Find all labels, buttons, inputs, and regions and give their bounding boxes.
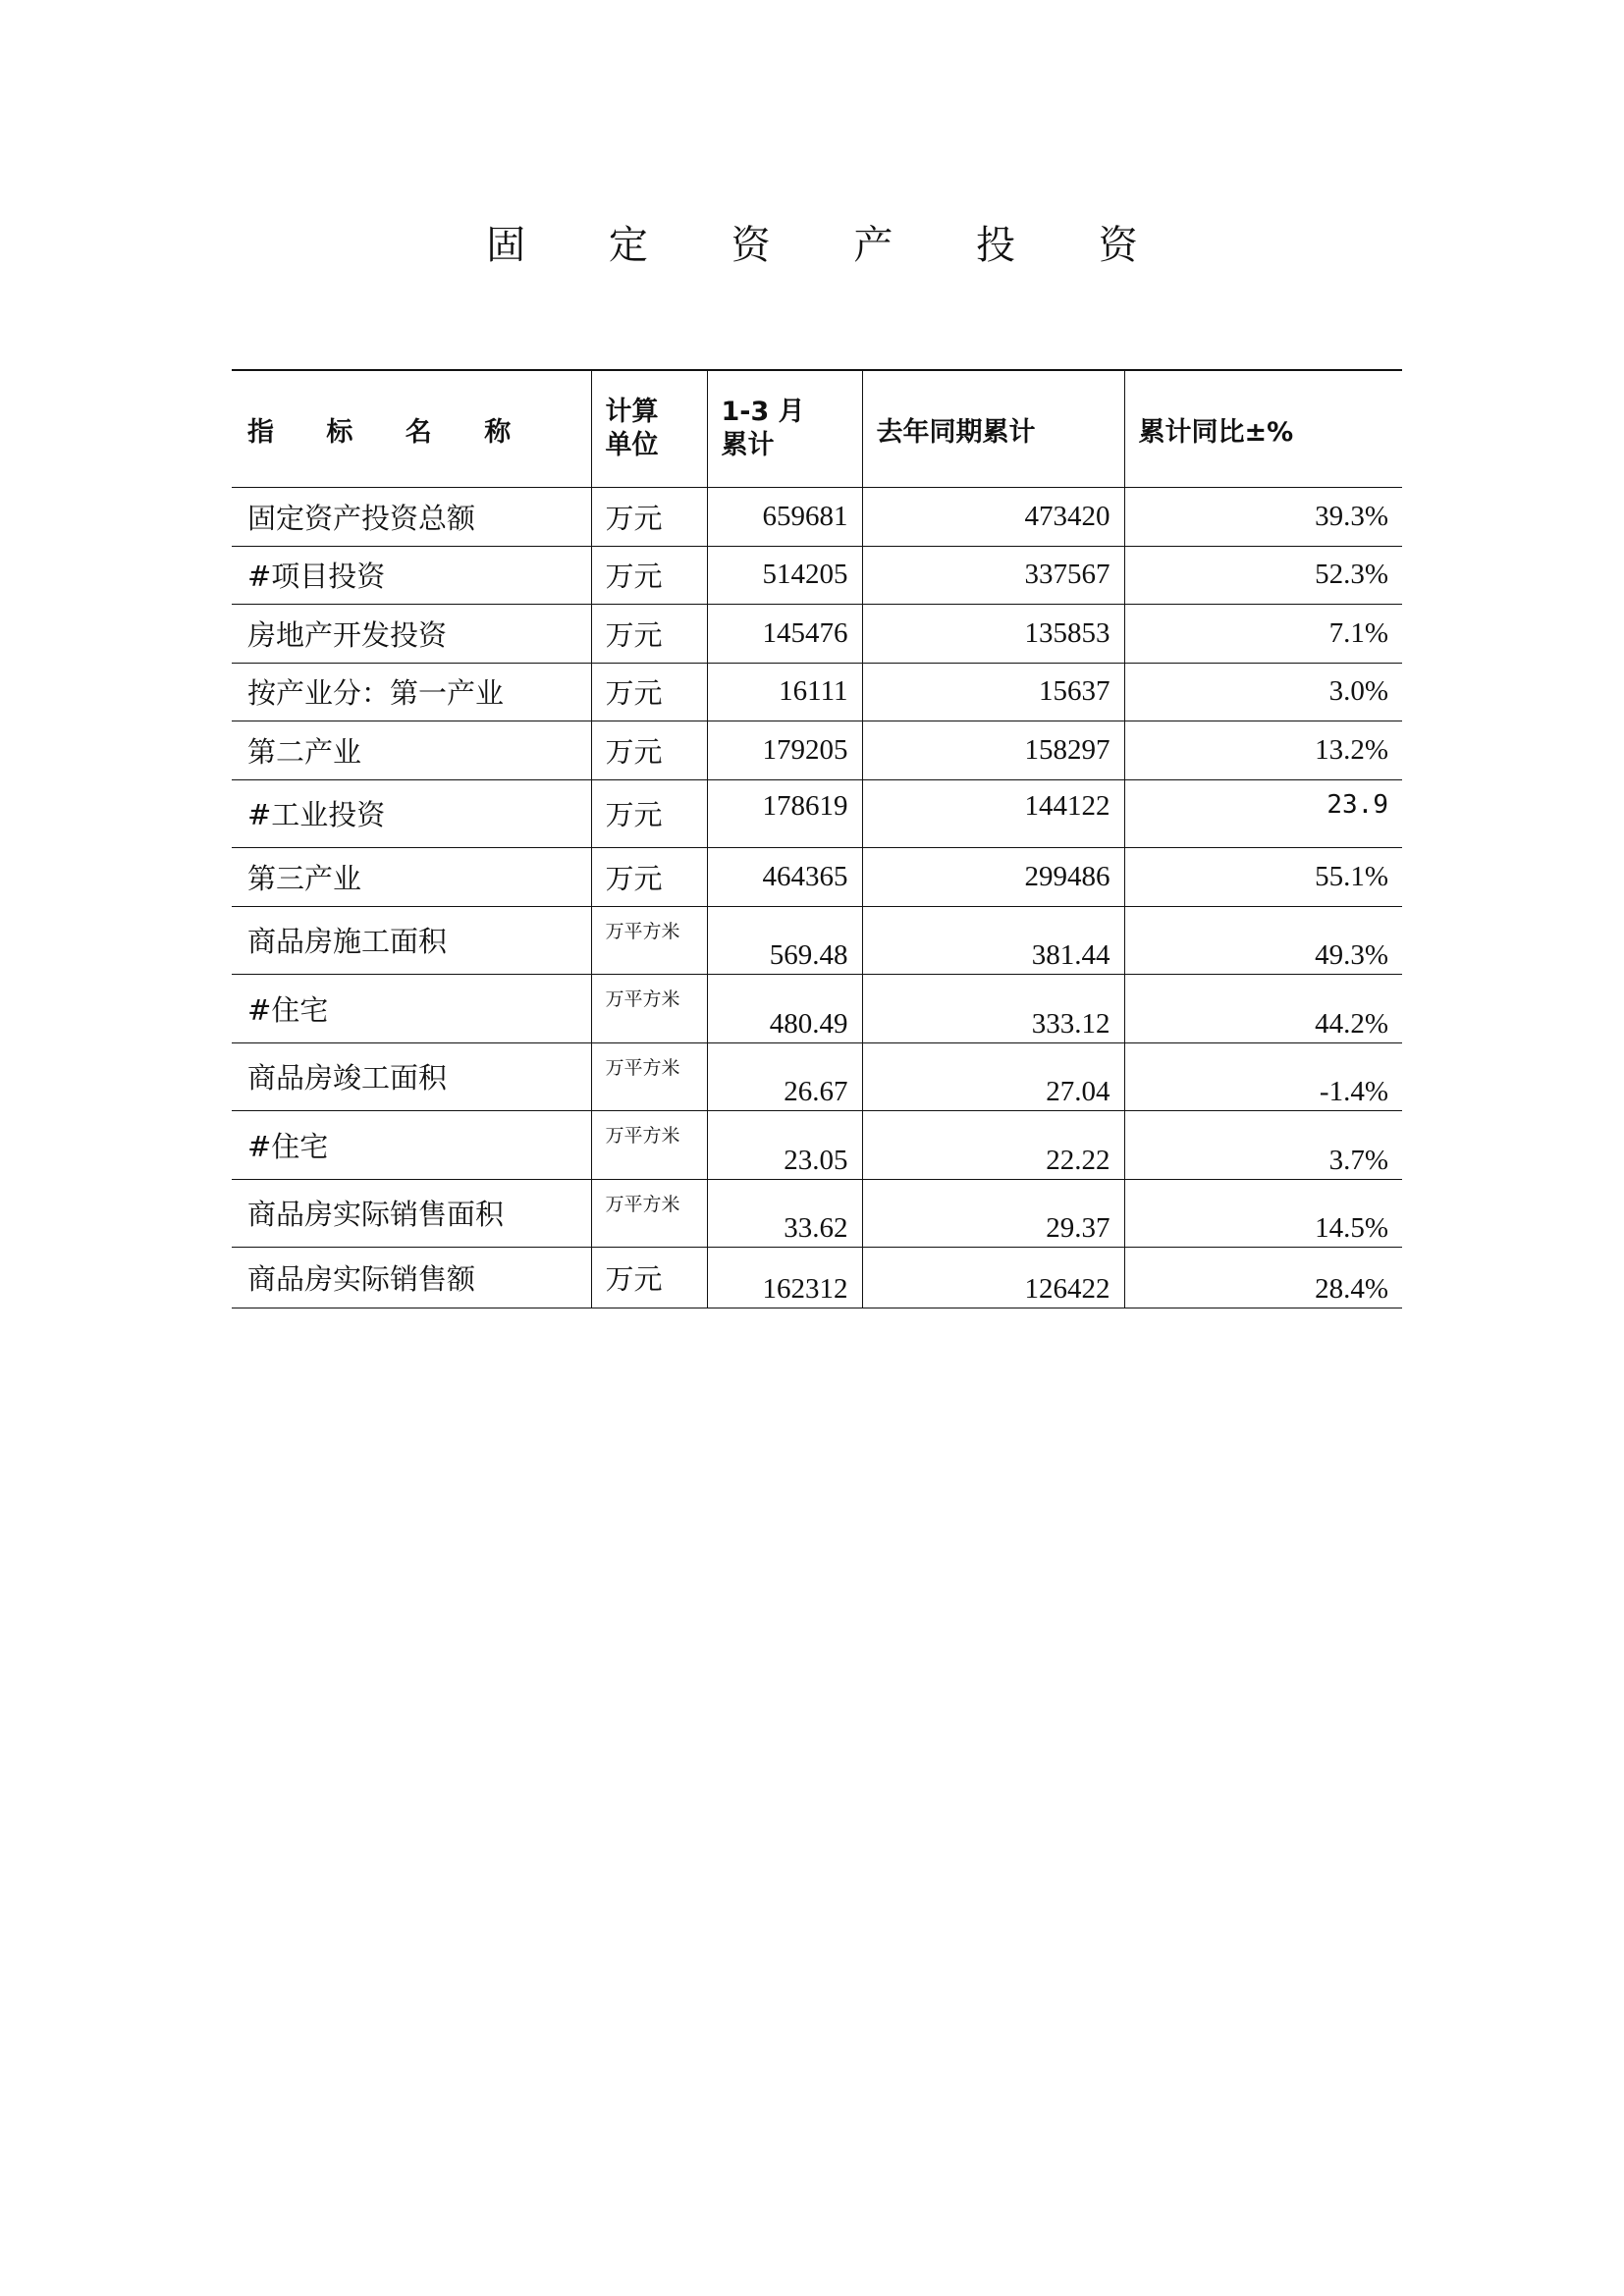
row-name: 商品房施工面积 xyxy=(247,925,448,959)
row-unit: 万元 xyxy=(591,848,707,907)
header-last-year: 去年同期累计 xyxy=(862,370,1124,488)
row-last-year: 337567 xyxy=(862,546,1124,605)
row-yoy: 55.1% xyxy=(1124,848,1402,907)
row-current: 514205 xyxy=(707,546,862,605)
row-current: 464365 xyxy=(707,848,862,907)
row-last-year: 381.44 xyxy=(862,906,1124,975)
table-row xyxy=(232,1042,1402,1111)
row-unit: 万平方米 xyxy=(591,975,707,1043)
row-last-year: 22.22 xyxy=(862,1111,1124,1180)
row-unit: 万元 xyxy=(591,605,707,664)
row-last-year: 15637 xyxy=(862,663,1124,721)
row-last-year: 144122 xyxy=(862,779,1124,848)
row-unit: 万元 xyxy=(591,779,707,848)
header-unit-line1: 计算 xyxy=(605,397,659,427)
table-row xyxy=(232,848,1402,907)
row-unit: 万元 xyxy=(591,488,707,547)
table-row xyxy=(232,605,1402,664)
row-current: 569.48 xyxy=(707,906,862,975)
row-unit: 万元 xyxy=(591,546,707,605)
row-last-year: 299486 xyxy=(862,848,1124,907)
row-last-year: 158297 xyxy=(862,721,1124,780)
table-row xyxy=(232,1111,1402,1180)
row-last-year: 126422 xyxy=(862,1248,1124,1308)
row-last-year: 473420 xyxy=(862,488,1124,547)
row-yoy: 39.3% xyxy=(1124,488,1402,547)
row-name: #工业投资 xyxy=(247,798,386,832)
header-current-line2: 累计 xyxy=(721,430,775,460)
table-row xyxy=(232,975,1402,1043)
row-name: 房地产开发投资 xyxy=(247,617,448,652)
row-yoy: 7.1% xyxy=(1124,605,1402,664)
header-current-line1: 1-3 月 xyxy=(721,397,805,427)
row-current: 16111 xyxy=(707,663,862,721)
row-unit: 万元 xyxy=(591,663,707,721)
row-unit: 万平方米 xyxy=(591,906,707,975)
row-current: 179205 xyxy=(707,721,862,780)
row-current: 162312 xyxy=(707,1248,862,1308)
header-yoy-change: 累计同比±% xyxy=(1124,370,1402,488)
row-name: #项目投资 xyxy=(247,560,386,594)
row-current: 145476 xyxy=(707,605,862,664)
row-name: #住宅 xyxy=(247,1129,329,1163)
row-name: 按产业分：第一产业 xyxy=(247,676,505,711)
row-yoy: 3.0% xyxy=(1124,663,1402,721)
row-yoy: 49.3% xyxy=(1124,906,1402,975)
row-name: 商品房实际销售额 xyxy=(247,1261,476,1296)
row-current: 480.49 xyxy=(707,975,862,1043)
table-row xyxy=(232,1248,1402,1308)
row-current: 23.05 xyxy=(707,1111,862,1180)
page-title: 固 定 资 产 投 资 xyxy=(486,223,1173,268)
table-row xyxy=(232,488,1402,547)
row-name: 第三产业 xyxy=(247,861,362,895)
row-unit: 万元 xyxy=(591,1248,707,1308)
row-yoy: 52.3% xyxy=(1124,546,1402,605)
row-name: 商品房竣工面积 xyxy=(247,1061,448,1095)
table-row xyxy=(232,779,1402,848)
header-unit-line2: 单位 xyxy=(605,430,659,460)
table-header-row xyxy=(232,370,1402,488)
row-name: 固定资产投资总额 xyxy=(247,501,476,535)
row-unit: 万平方米 xyxy=(591,1042,707,1111)
row-last-year: 27.04 xyxy=(862,1042,1124,1111)
row-yoy: 23.9 xyxy=(1124,779,1402,848)
row-current: 178619 xyxy=(707,779,862,848)
row-yoy: 14.5% xyxy=(1124,1179,1402,1248)
row-yoy: 28.4% xyxy=(1124,1248,1402,1308)
header-indicator-name: 指 标 名 称 xyxy=(247,416,533,448)
row-yoy: -1.4% xyxy=(1124,1042,1402,1111)
row-name: #住宅 xyxy=(247,992,329,1027)
row-last-year: 333.12 xyxy=(862,975,1124,1043)
table-row xyxy=(232,546,1402,605)
investment-table xyxy=(232,369,1402,1308)
row-current: 26.67 xyxy=(707,1042,862,1111)
row-yoy: 3.7% xyxy=(1124,1111,1402,1180)
row-last-year: 29.37 xyxy=(862,1179,1124,1248)
row-yoy: 13.2% xyxy=(1124,721,1402,780)
row-last-year: 135853 xyxy=(862,605,1124,664)
row-unit: 万平方米 xyxy=(591,1179,707,1248)
row-unit: 万元 xyxy=(591,721,707,780)
row-yoy: 44.2% xyxy=(1124,975,1402,1043)
row-unit: 万平方米 xyxy=(591,1111,707,1180)
table-row xyxy=(232,906,1402,975)
table-row xyxy=(232,721,1402,780)
table-row xyxy=(232,1179,1402,1248)
row-name: 商品房实际销售面积 xyxy=(247,1198,505,1232)
row-current: 33.62 xyxy=(707,1179,862,1248)
row-name: 第二产业 xyxy=(247,734,362,769)
header-current-period xyxy=(707,370,862,488)
header-unit xyxy=(591,370,707,488)
row-current: 659681 xyxy=(707,488,862,547)
table-row xyxy=(232,663,1402,721)
